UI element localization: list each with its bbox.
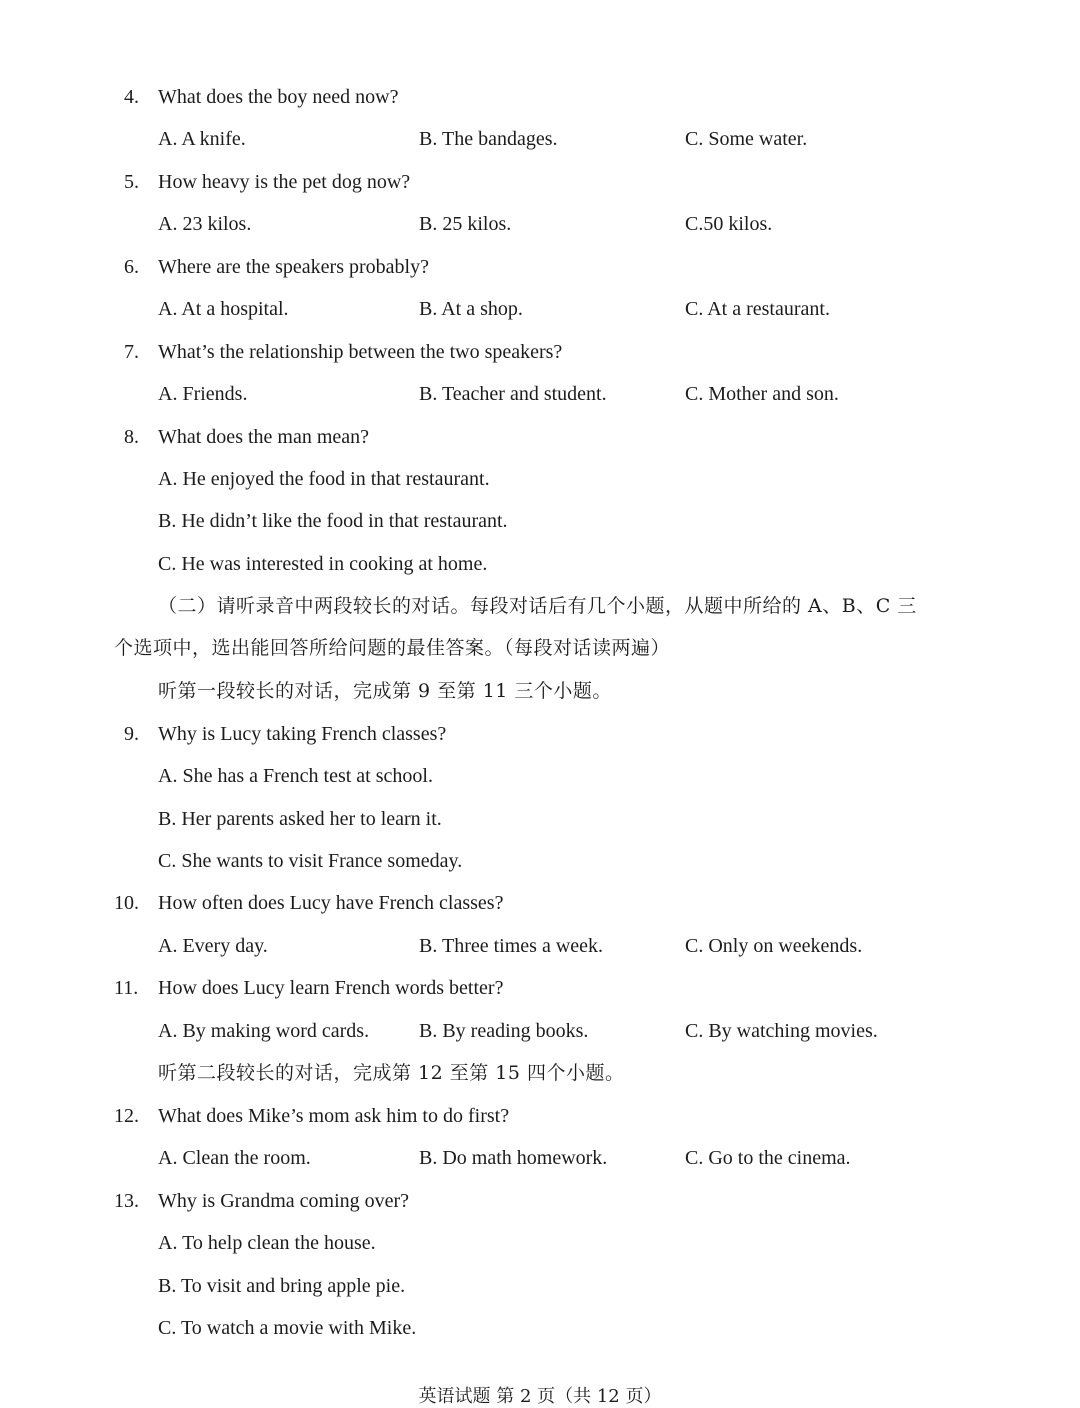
option-c: C. Some water. [685,128,808,150]
question-number: 7. [124,341,139,363]
option-a: A. At a hospital. [158,298,289,320]
question-number: 12. [114,1105,139,1127]
option-a: A. Clean the room. [158,1147,311,1169]
option-b: B. The bandages. [419,128,558,150]
option-a: A. To help clean the house. [158,1232,376,1254]
question-text: Where are the speakers probably? [158,256,429,278]
question-number: 11. [114,977,139,999]
question-number: 13. [114,1190,139,1212]
option-c: C. To watch a movie with Mike. [158,1317,417,1339]
option-c: C. At a restaurant. [685,298,830,320]
question-text: Why is Lucy taking French classes? [158,723,447,745]
option-b: B. Her parents asked her to learn it. [158,808,442,830]
option-b: B. By reading books. [419,1020,589,1042]
question-text: How does Lucy learn French words better? [158,977,504,999]
question-number: 6. [124,256,139,278]
option-b: B. To visit and bring apple pie. [158,1275,406,1297]
option-c: C.50 kilos. [685,213,773,235]
question-number: 8. [124,426,139,448]
page-footer: 英语试题 第 2 页（共 12 页） [418,1386,662,1407]
question-text: What does Mike’s mom ask him to do first? [158,1105,510,1127]
option-b: B. Do math homework. [419,1147,608,1169]
question-text: How heavy is the pet dog now? [158,171,411,193]
question-text: Why is Grandma coming over? [158,1190,410,1212]
question-number: 5. [124,171,139,193]
option-c: C. She wants to visit France someday. [158,850,463,872]
question-number: 4. [124,86,139,108]
option-c: C. He was interested in cooking at home. [158,553,488,575]
option-a: A. He enjoyed the food in that restaurant. [158,468,490,490]
question-number: 9. [124,723,139,745]
question-text: How often does Lucy have French classes? [158,892,504,914]
dialog-2-intro: 听第二段较长的对话，完成第 12 至第 15 四个小题。 [158,1062,625,1084]
question-text: What’s the relationship between the two speakers? [158,341,563,363]
option-c: C. By watching movies. [685,1020,878,1042]
option-b: B. Teacher and student. [419,383,607,405]
option-c: C. Go to the cinema. [685,1147,851,1169]
section-instructions-line1: （二）请听录音中两段较长的对话。每段对话后有几个小题，从题中所给的 A、B、C 三 [158,595,917,617]
section-instructions-line2: 个选项中，选出能回答所给问题的最佳答案。（每段对话读两遍） [114,637,671,659]
option-a: A. A knife. [158,128,246,150]
option-b: B. At a shop. [419,298,523,320]
question-text: What does the man mean? [158,426,370,448]
option-c: C. Mother and son. [685,383,839,405]
dialog-1-intro: 听第一段较长的对话，完成第 9 至第 11 三个小题。 [158,680,612,702]
option-a: A. She has a French test at school. [158,765,433,787]
option-a: A. 23 kilos. [158,213,252,235]
question-number: 10. [114,892,139,914]
option-a: A. By making word cards. [158,1020,370,1042]
option-a: A. Every day. [158,935,268,957]
option-b: B. 25 kilos. [419,213,512,235]
question-text: What does the boy need now? [158,86,399,108]
option-c: C. Only on weekends. [685,935,863,957]
option-b: B. Three times a week. [419,935,604,957]
option-a: A. Friends. [158,383,248,405]
option-b: B. He didn’t like the food in that restaurant. [158,510,508,532]
